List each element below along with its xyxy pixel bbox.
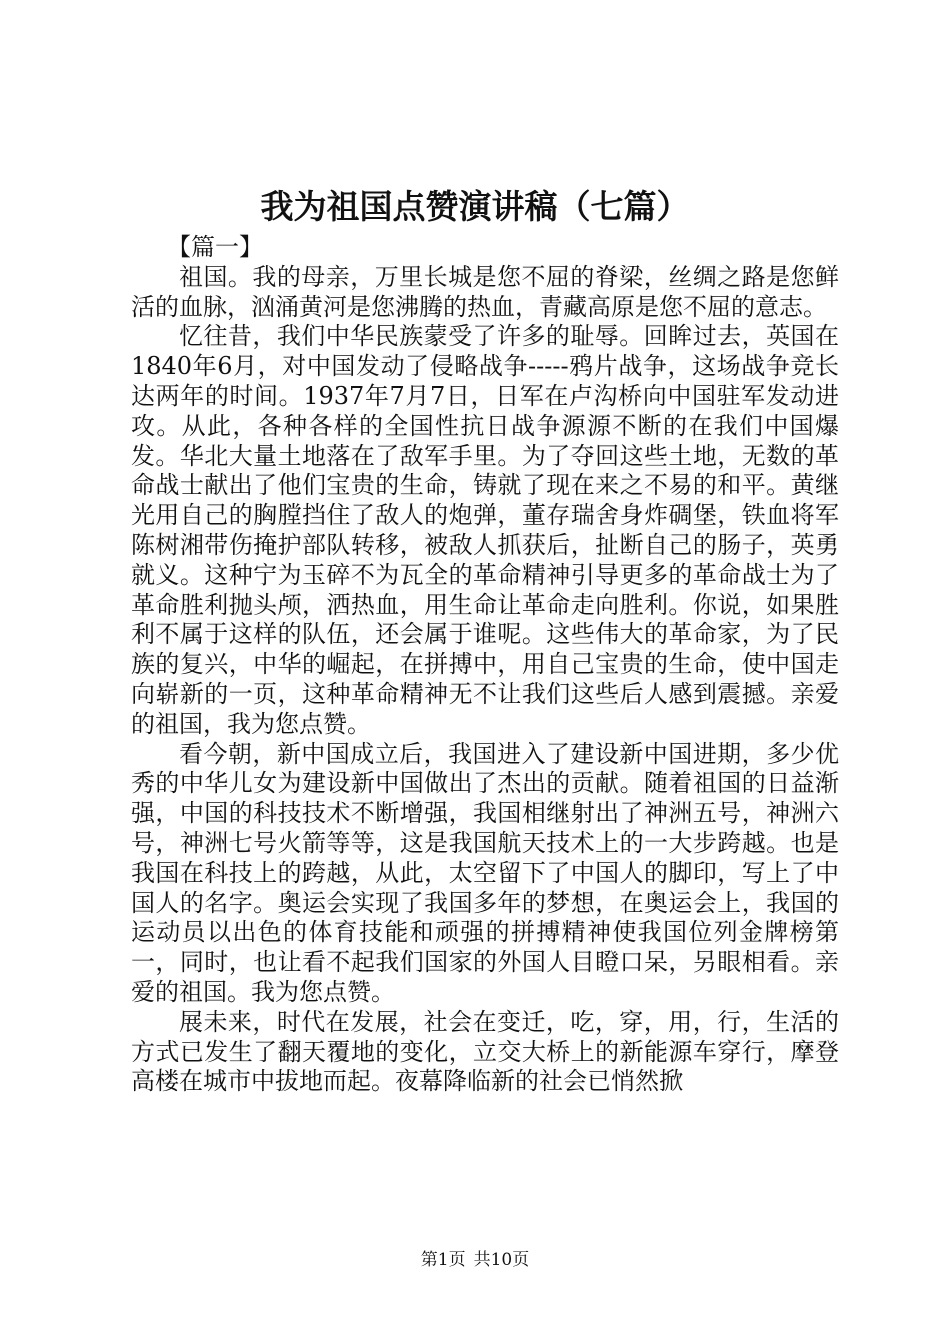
document-title: 我为祖国点赞演讲稿（七篇） [260,187,690,226]
paragraph: 展未来，时代在发展，社会在变迁，吃，穿，用，行，生活的方式已发生了翻天覆地的变化，立交大桥上的新能源车穿行，摩登高楼在城市中拔地而起。夜幕降临新的社会已悄然掀 [131,1007,839,1096]
section-heading: 【篇一】 [167,233,263,261]
paragraph: 忆往昔，我们中华民族蒙受了许多的耻辱。回眸过去，英国在1840年6月，对中国发动了侵略战争-----鸦片战争，这场战争竞长达两年的时间。1937年7月7日，日军在卢沟桥向中国驻军发动进攻。从此，各种各样的全国性抗日战争源源不断的在我们中国爆发。华北大量土地落在了敌军手里。为了夺回这些土地，无数的革命战士献出了他们宝贵的生命，铸就了现在来之不易的和平。黄继光用自己的胸膛挡住了敌人的炮弹，董存瑞舍身炸碉堡，铁血将军陈树湘带伤掩护部队转移，被敌人抓获后，扯断自己的肠子，英勇就义。这种宁为玉碎不为瓦全的革命精神引导更多的革命战士为了革命胜利抛头颅，洒热血，用生命让革命走向胜利。你说，如果胜利不属于这样的队伍，还会属于谁呢。这些伟大的革命家，为了民族的复兴，中华的崛起，在拼搏中，用自己宝贵的生命，使中国走向崭新的一页，这种革命精神无不让我们这些后人感到震撼。亲爱的祖国，我为您点赞。 [131,322,839,738]
paragraph: 祖国。我的母亲，万里长城是您不屈的脊梁，丝绸之路是您鲜活的血脉，汹涌黄河是您沸腾的热血，青藏高原是您不屈的意志。 [131,262,839,321]
paragraph: 看今朝，新中国成立后，我国进入了建设新中国进期，多少优秀的中华儿女为建设新中国做出了杰出的贡献。随着祖国的日益渐强，中国的科技技术不断增强，我国相继射出了神洲五号，神洲六号，神洲七号火箭等等，这是我国航天技术上的一大步跨越。也是我国在科技上的跨越，从此，太空留下了中国人的脚印，写上了中国人的名字。奥运会实现了我国多年的梦想，在奥运会上，我国的运动员以出色的体育技能和顽强的拼搏精神使我国位列金牌榜第一，同时，也让看不起我们国家的外国人目瞪口呆，另眼相看。亲爱的祖国。我为您点赞。 [131,739,839,1006]
page-footer [0,1248,950,1272]
page-number: 第1页 [420,1250,466,1270]
document-body [131,233,839,1097]
page-total: 共10页 [473,1250,530,1270]
